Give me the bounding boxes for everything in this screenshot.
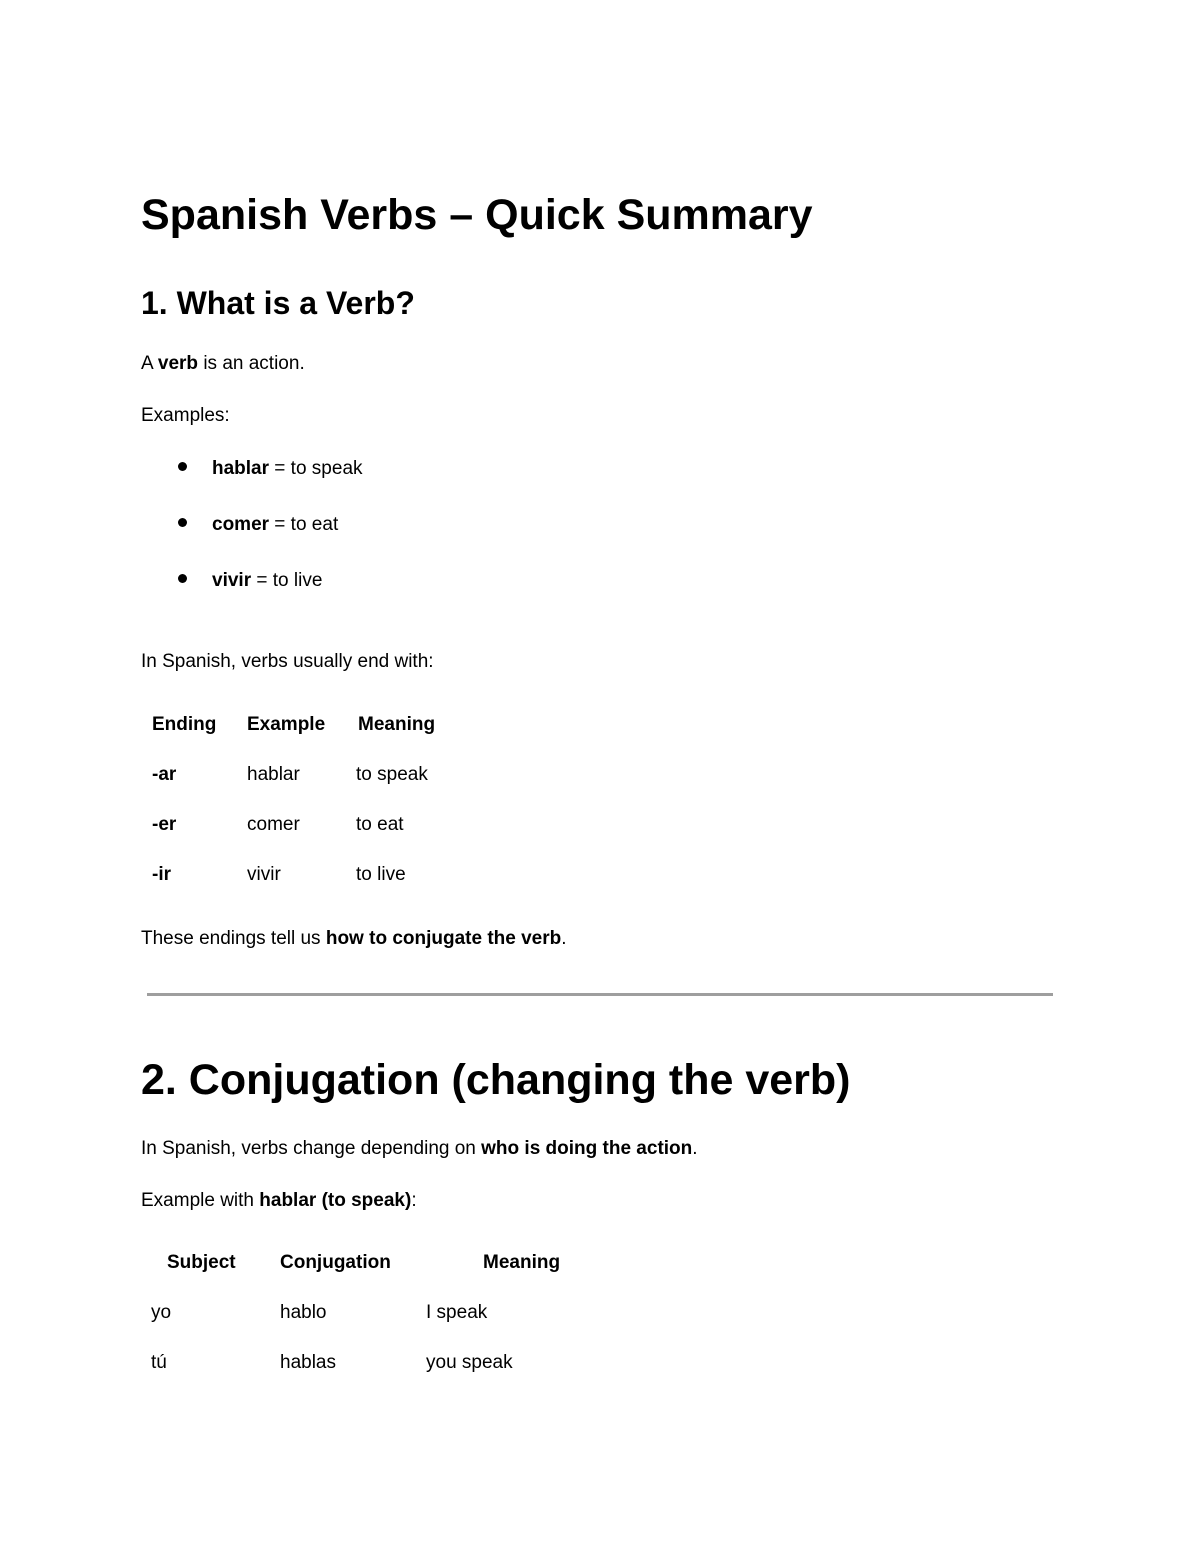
table-cell: -ir (152, 864, 171, 885)
table-header: Conjugation (280, 1252, 391, 1273)
table-header: Meaning (358, 714, 436, 735)
table-cell: I speak (426, 1302, 488, 1323)
bullet-icon (178, 518, 187, 527)
table-cell: tú (151, 1352, 167, 1373)
table-cell: hablo (280, 1302, 327, 1323)
table-cell: -er (152, 814, 177, 835)
horizontal-divider (147, 993, 1053, 996)
section-1-heading: 1. What is a Verb? (141, 285, 415, 321)
table-cell: to live (356, 864, 406, 885)
examples-label: Examples: (141, 405, 230, 426)
example-line: Example with hablar (to speak): (141, 1190, 417, 1211)
section-2-heading: 2. Conjugation (changing the verb) (141, 1056, 851, 1104)
table-cell: hablas (280, 1352, 336, 1373)
list-item: hablar = to speak (178, 457, 363, 481)
list-item: comer = to eat (178, 513, 338, 537)
bullet-icon (178, 574, 187, 583)
table-header: Meaning (483, 1252, 561, 1273)
table-header: Subject (167, 1252, 236, 1273)
table-cell: comer (247, 814, 300, 835)
table-cell: you speak (426, 1352, 513, 1373)
list-item: vivir = to live (178, 569, 322, 593)
conjugation-intro: In Spanish, verbs change depending on who is doing the action. (141, 1138, 698, 1159)
table-cell: -ar (152, 764, 177, 785)
table-cell: hablar (247, 764, 300, 785)
table-cell: to eat (356, 814, 404, 835)
table-header: Example (247, 714, 326, 735)
bullet-icon (178, 462, 187, 471)
page-title: Spanish Verbs – Quick Summary (141, 191, 813, 239)
endings-intro: In Spanish, verbs usually end with: (141, 651, 434, 672)
table-cell: yo (151, 1302, 172, 1323)
table-header: Ending (152, 714, 217, 735)
verb-definition: A verb is an action. (141, 353, 305, 374)
table-cell: to speak (356, 764, 428, 785)
table-cell: vivir (247, 864, 281, 885)
endings-conclusion: These endings tell us how to conjugate the verb. (141, 928, 567, 949)
